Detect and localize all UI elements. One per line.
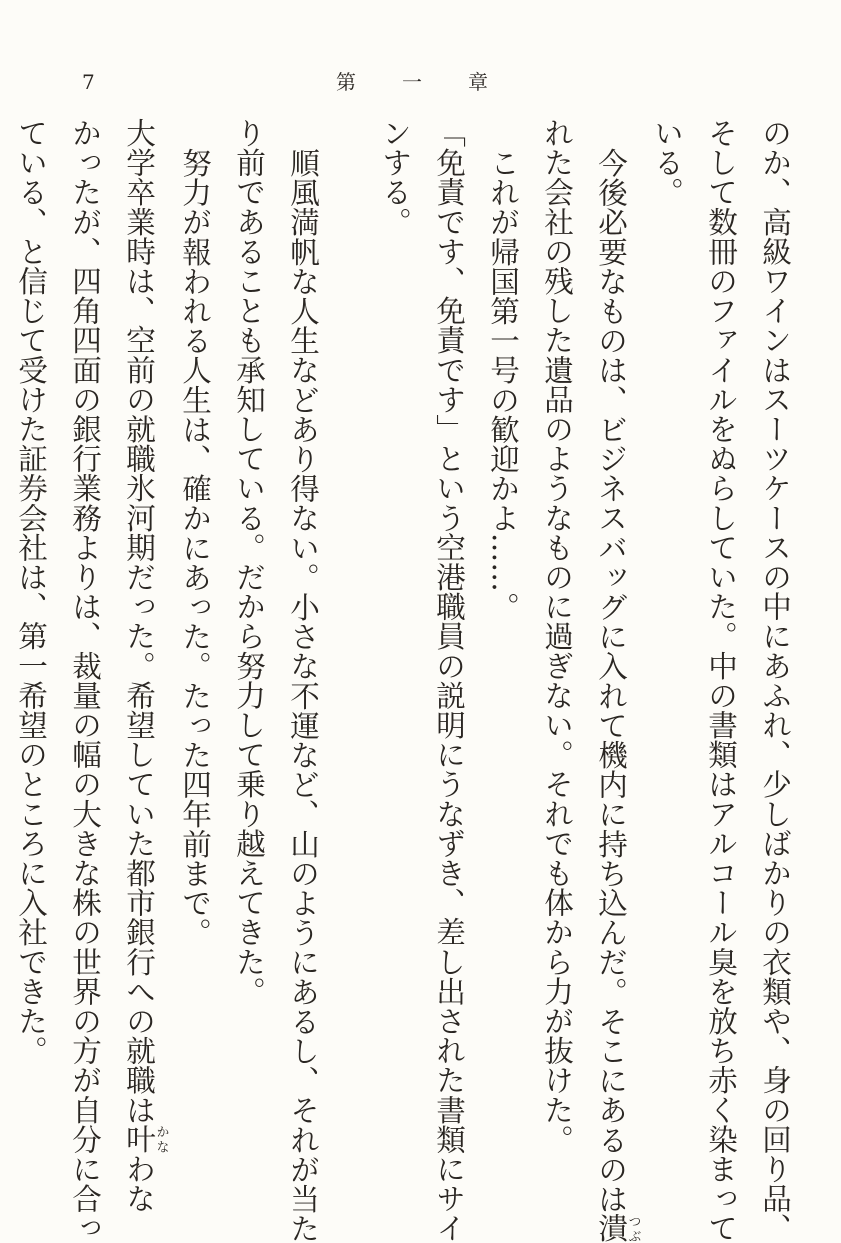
text-line: のか、高級ワインはスーツケースの中にあふれ、少しばかりの衣類や、身の回り品、 [758, 118, 792, 1243]
text-line: り前であることも承知している。だから努力して乗り越えてきた。 [232, 118, 266, 1006]
section-break [330, 118, 368, 1168]
ruby-base: 潰 [594, 1213, 628, 1243]
furigana: つぶ [625, 1213, 641, 1243]
text-segment: わな [122, 1154, 156, 1214]
page-number: 7 [82, 70, 95, 94]
text-line [0, 118, 4, 1168]
text-line: いる。 [650, 118, 684, 207]
text-line: 順風満帆な人生などあり得ない。小さな不運など、山のようにあるし、それが当た [286, 147, 320, 1243]
text-line: れた会社の残した遺品のようなものに過ぎない。それでも体から力が抜けた。 [540, 118, 574, 1154]
text-line: これが帰国第一号の歓迎かよ……。 [486, 147, 520, 622]
chapter-header [336, 70, 488, 94]
text-segment: 大学卒業時は、空前の就職氷河期だった。希望していた都市銀行への就職は [122, 118, 156, 1125]
chapter-char: 一 [402, 70, 422, 94]
text-line: 「免責です、免責です」という空港職員の説明にうなずき、差し出された書類にサイ [432, 118, 466, 1243]
chapter-char: 章 [468, 70, 488, 94]
chapter-char: 第 [336, 70, 356, 94]
text-line: かったが、四角四面の銀行業務よりは、裁量の幅の大きな株の世界の方が自分に合っ [68, 118, 102, 1243]
text-line: 努力が報われる人生は、確かにあった。たった四年前まで。 [178, 147, 212, 947]
text-segment: 今後必要なものは、ビジネスバッグに入れて機内に持ち込んだ。そこにあるのは [594, 147, 628, 1214]
text-line: ている、と信じて受けた証券会社は、第一希望のところに入社できた。 [14, 118, 48, 1066]
text-line [584, 118, 641, 1243]
ruby-base: 叶 [122, 1124, 156, 1155]
text-line: ンする。 [378, 118, 412, 237]
ruby-word [122, 1124, 169, 1155]
ruby-word [594, 1213, 641, 1243]
text-line: そして数冊のファイルをぬらしていた。中の書類はアルコール臭を放ち赤く染まって [704, 118, 738, 1243]
text-line [112, 118, 169, 1214]
furigana: かな [153, 1124, 169, 1154]
body-text [14, 118, 802, 1243]
